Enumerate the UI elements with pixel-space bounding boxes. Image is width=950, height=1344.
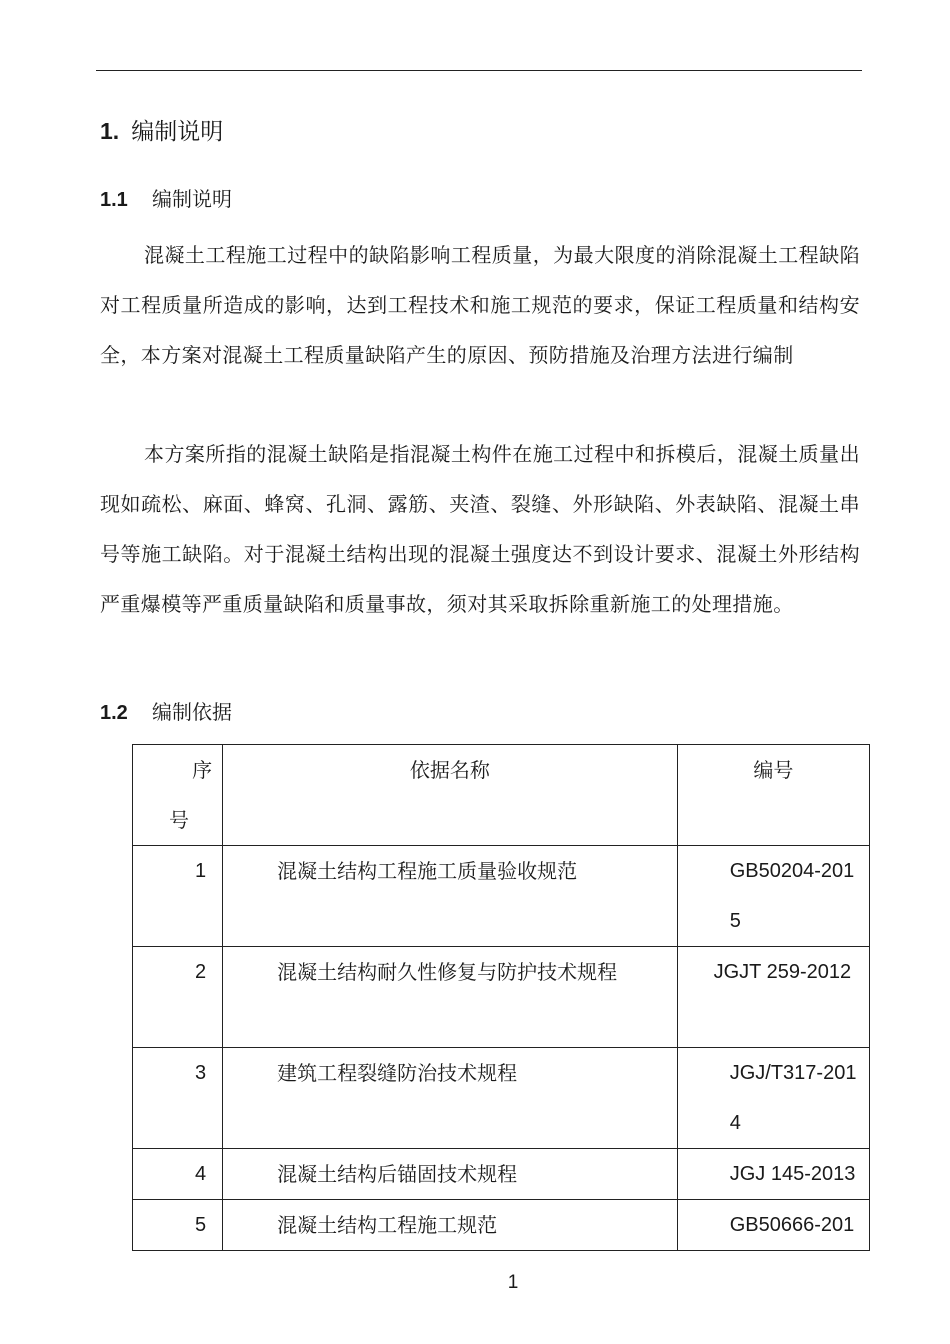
header-seq: 序 号: [133, 745, 223, 846]
paragraph-1: 混凝土工程施工过程中的缺陷影响工程质量，为最大限度的消除混凝土工程缺陷对工程质量所造成的影响，达到工程技术和施工规范的要求，保证工程质量和结构安全，本方案对混凝土工程质量缺陷产生的原因、预防措施及治理方法进行编制: [100, 243, 860, 367]
header-rule: [96, 70, 862, 71]
table-header-row: [133, 745, 870, 846]
section-number: 1.: [100, 118, 120, 144]
row-code: JGJ/T317-2014: [677, 1048, 869, 1149]
subsection-heading-1-1: [100, 184, 232, 215]
row-name: 混凝土结构耐久性修复与防护技术规程: [223, 947, 678, 1048]
table-row: [133, 1149, 870, 1200]
table-row: [133, 1200, 870, 1251]
row-name: 混凝土结构后锚固技术规程: [223, 1149, 678, 1200]
row-code: JGJT 259-2012: [677, 947, 869, 1048]
row-code: JGJ 145-2013: [677, 1149, 869, 1200]
row-code: GB50204-2015: [677, 846, 869, 947]
row-name: 混凝土结构工程施工质量验收规范: [223, 846, 678, 947]
subsection-heading-1-2: [100, 697, 232, 728]
subsection-title: 编制依据: [152, 700, 232, 724]
row-name: 混凝土结构工程施工规范: [223, 1200, 678, 1251]
paragraph-2: 本方案所指的混凝土缺陷是指混凝土构件在施工过程中和拆模后，混凝土质量出现如疏松、麻面、蜂窝、孔洞、露筋、夹渣、裂缝、外形缺陷、外表缺陷、混凝土串号等施工缺陷。对于混凝土结构出现的混凝土强度达不到设计要求、混凝土外形结构严重爆模等严重质量缺陷和质量事故，须对其采取拆除重新施工的处理措施。: [100, 442, 860, 616]
table-row: [133, 1048, 870, 1149]
section-title: 编制说明: [131, 119, 224, 145]
subsection-title: 编制说明: [152, 187, 232, 211]
subsection-number: 1.2: [100, 702, 128, 724]
page-number: 1: [507, 1272, 519, 1293]
header-code: 编号: [677, 745, 869, 846]
row-seq: 4: [133, 1149, 223, 1200]
table-row: [133, 846, 870, 947]
row-code: GB50666-201: [677, 1200, 869, 1251]
basis-table: [132, 744, 870, 1251]
row-seq: 2: [133, 947, 223, 1048]
row-seq: 5: [133, 1200, 223, 1251]
table-row: [133, 947, 870, 1048]
section-heading-1: [100, 114, 223, 149]
row-seq: 3: [133, 1048, 223, 1149]
row-seq: 1: [133, 846, 223, 947]
subsection-number: 1.1: [100, 189, 128, 211]
header-name: 依据名称: [223, 745, 678, 846]
row-name: 建筑工程裂缝防治技术规程: [223, 1048, 678, 1149]
